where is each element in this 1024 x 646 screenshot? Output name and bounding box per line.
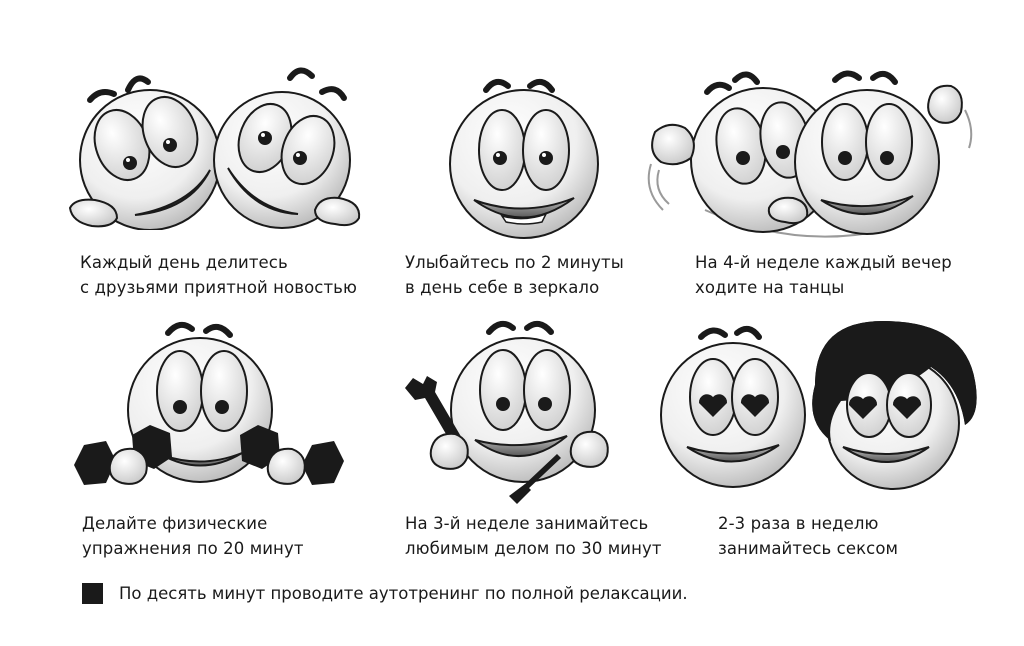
mirror-smile-illustration: [440, 68, 610, 240]
dancing-illustration: [645, 60, 985, 240]
smiley-face-icon: [450, 82, 598, 238]
caption-sharing-news: [80, 250, 357, 300]
caption-line: 2-3 раза в неделю: [718, 514, 879, 533]
caption-line: Каждый день делитесь: [80, 253, 288, 272]
caption-mirror-smile: [405, 250, 624, 300]
exercise-illustration: [70, 315, 350, 500]
friends-illustration: [60, 60, 370, 230]
caption-line: с друзьями приятной новостью: [80, 278, 357, 297]
square-bullet-icon: [82, 583, 103, 604]
hobby-illustration: [395, 310, 625, 510]
caption-exercise: [82, 511, 304, 561]
caption-line: На 4-й неделе каждый вечер: [695, 253, 952, 272]
smiley-face-icon: [812, 321, 976, 489]
caption-line: Делайте физические: [82, 514, 268, 533]
caption-love: [718, 511, 898, 561]
caption-line: упражнения по 20 минут: [82, 539, 304, 558]
caption-line: Улыбайтесь по 2 минуты: [405, 253, 624, 272]
smiley-face-icon: [214, 70, 359, 228]
caption-dancing: [695, 250, 952, 300]
footer-text: По десять минут проводите аутотренинг по полной релаксации.: [119, 584, 688, 603]
caption-line: ходите на танцы: [695, 278, 845, 297]
dumbbell-icon: [74, 425, 172, 485]
caption-line: занимайтесь сексом: [718, 539, 899, 558]
caption-line: в день себе в зеркало: [405, 278, 600, 297]
footer-note: [82, 583, 688, 604]
love-illustration: [655, 315, 985, 490]
caption-line: любимым делом по 30 минут: [405, 539, 662, 558]
caption-line: На 3-й неделе занимайтесь: [405, 514, 649, 533]
dumbbell-icon: [240, 425, 344, 485]
smiley-face-icon: [661, 329, 805, 487]
caption-hobby: [405, 511, 662, 561]
smiley-face-icon: [70, 78, 220, 230]
